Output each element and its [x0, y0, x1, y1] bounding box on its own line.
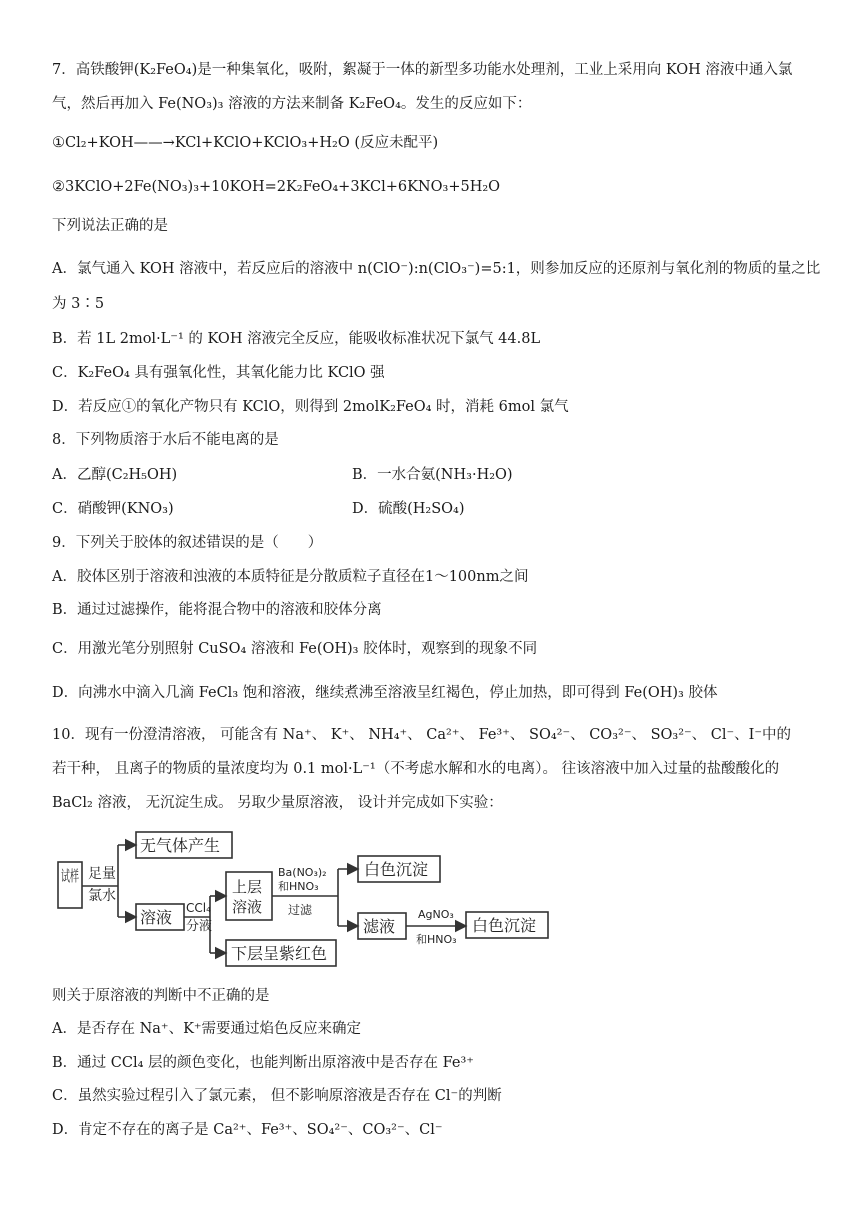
q7-stem-line2: 气，然后再加入 Fe(NO₃)₃ 溶液的方法来制备 K₂FeO₄。发生的反应如下： [52, 96, 532, 112]
label-white-ppt2: 白色沉淀 [472, 916, 537, 935]
q7-option-a-line1: A．氯气通入 KOH 溶液中，若反应后的溶液中 n(ClO⁻):n(ClO₃⁻)=5:1，则参加反应的还原剂与氧化剂的物质的量之比 [52, 261, 821, 277]
q10-stem-line1: 10．现有一份澄清溶液， 可能含有 Na⁺、 K⁺、 NH₄⁺、 Ca²⁺、 Fe³⁺、 SO₄²⁻、 CO₃²⁻、 SO₃²⁻、 Cl⁻、I⁻中的 [52, 727, 792, 743]
label-ccl4: CCl₄ [186, 901, 211, 915]
q10-option-a: A．是否存在 Na⁺、K⁺需要通过焰色反应来确定 [52, 1021, 362, 1037]
q9-option-d: D．向沸水中滴入几滴 FeCl₃ 饱和溶液，继续煮沸至溶液呈红褐色，停止加热，即可得到 Fe(OH)₃ 胶体 [52, 685, 718, 701]
label-reagent2-a: Ba(NO₃)₂ [278, 866, 327, 879]
label-sample-a: 试样 [61, 867, 79, 885]
q10-question: 则关于原溶液的判断中不正确的是 [52, 988, 270, 1004]
q8-option-d: D．硫酸(H₂SO₄) [352, 501, 465, 517]
label-upper-a: 上层 [232, 878, 263, 896]
label-reagent2-c: 过滤 [288, 903, 313, 917]
q7-stem-line1: 7．高铁酸钾(K₂FeO₄)是一种集氧化，吸附，絮凝于一体的新型多功能水处理剂，工业上采用向 KOH 溶液中通入氯 [52, 62, 793, 78]
q10-option-b: B．通过 CCl₄ 层的颜色变化，也能判断出原溶液中是否存在 Fe³⁺ [52, 1055, 474, 1071]
label-reagent1-a: 足量 [88, 866, 116, 882]
label-upper-b: 溶液 [232, 898, 263, 916]
q7-equation-1: ①Cl₂+KOH——→KCl+KClO+KClO₃+H₂O (反应未配平) [52, 135, 439, 151]
label-solution: 溶液 [140, 908, 173, 927]
q10-stem-line3: BaCl₂ 溶液， 无沉淀生成。 另取少量原溶液， 设计并完成如下实验： [52, 795, 503, 811]
label-reagent1-b: 氯水 [88, 888, 116, 904]
label-reagent3-b: 和HNO₃ [416, 933, 457, 946]
q9-option-a: A．胶体区别于溶液和浊液的本质特征是分散质粒子直径在1～100nm之间 [52, 569, 529, 585]
label-reagent3-a: AgNO₃ [418, 908, 454, 921]
q10-option-d: D．肯定不存在的离子是 Ca²⁺、Fe³⁺、SO₄²⁻、CO₃²⁻、Cl⁻ [52, 1122, 443, 1138]
q9-stem: 9．下列关于胶体的叙述错误的是（ ） [52, 535, 323, 551]
q9-option-c: C．用激光笔分别照射 CuSO₄ 溶液和 Fe(OH)₃ 胶体时，观察到的现象不同 [52, 641, 538, 657]
label-separate: 分液 [186, 919, 213, 934]
q10-option-c: C．虽然实验过程引入了氯元素， 但不影响原溶液是否存在 Cl⁻的判断 [52, 1088, 502, 1104]
q7-option-a-line2: 为 3∶5 [52, 296, 105, 312]
label-no-gas: 无气体产生 [140, 836, 221, 855]
q7-equation-2: ②3KClO+2Fe(NO₃)₃+10KOH=2K₂FeO₄+3KCl+6KNO₃+5H₂O [52, 179, 501, 195]
label-white-ppt1: 白色沉淀 [364, 860, 429, 879]
q7-option-c: C．K₂FeO₄ 具有强氧化性，其氧化能力比 KClO 强 [52, 365, 385, 381]
q7-option-b: B．若 1L 2mol·L⁻¹ 的 KOH 溶液完全反应，能吸收标准状况下氯气 44.8L [52, 331, 541, 347]
q7-question: 下列说法正确的是 [52, 218, 168, 234]
label-reagent2-b: 和HNO₃ [278, 880, 319, 893]
q8-option-b: B．一水合氨(NH₃·H₂O) [352, 467, 513, 483]
label-filtrate: 滤液 [363, 917, 396, 936]
label-lower: 下层呈紫红色 [231, 944, 328, 963]
q7-option-d: D．若反应①的氧化产物只有 KClO，则得到 2molK₂FeO₄ 时，消耗 6mol 氯气 [52, 399, 569, 415]
q8-option-a: A．乙醇(C₂H₅OH) [52, 467, 178, 483]
q8-stem: 8．下列物质溶于水后不能电离的是 [52, 432, 279, 448]
q10-stem-line2: 若干种， 且离子的物质的量浓度均为 0.1 mol·L⁻¹（不考虑水解和水的电离）。 往该溶液中加入过量的盐酸酸化的 [52, 761, 780, 777]
experiment-flowchart [56, 826, 556, 972]
q9-option-b: B．通过过滤操作，能将混合物中的溶液和胶体分离 [52, 602, 382, 618]
q8-option-c: C．硝酸钾(KNO₃) [52, 501, 174, 517]
